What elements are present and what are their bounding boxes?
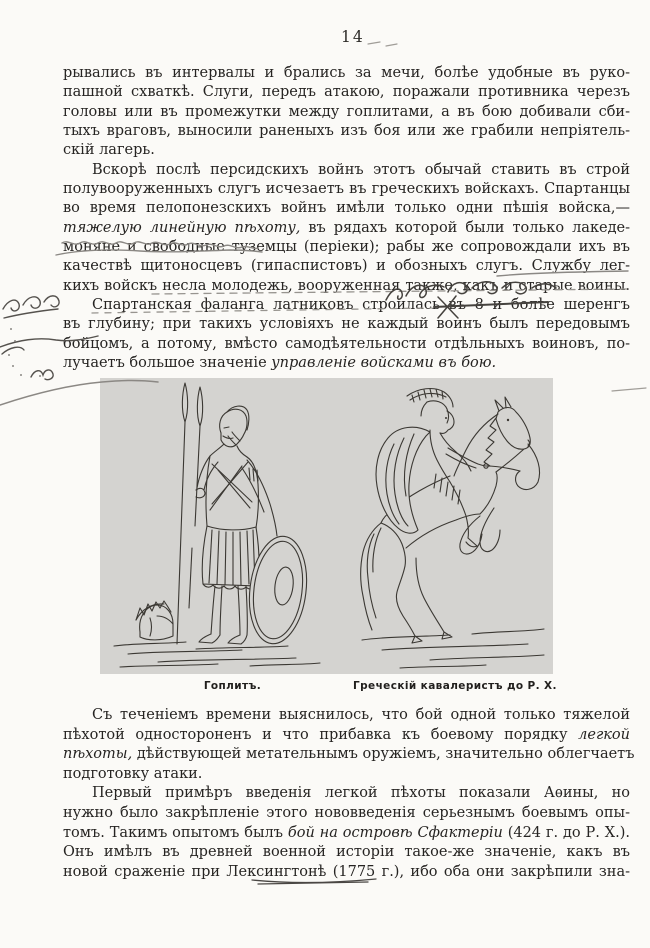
text-line	[63, 784, 630, 804]
paragraph	[63, 296, 630, 373]
paragraph	[63, 161, 630, 296]
text-segment: въ глубину; при такихъ условіяхъ не каждый воинъ былъ передовымъ	[63, 316, 630, 333]
text-line	[63, 843, 630, 863]
text-line	[63, 335, 630, 354]
text-segment: пашной схваткѣ. Слуги, передъ атакою, поражали противника черезъ	[63, 84, 630, 101]
figure-background	[100, 378, 553, 674]
text-segment: дѣйствующей метательнымъ оружіемъ, значительно облегчаетъ	[132, 746, 635, 763]
text-segment-underlined: Лексингтонѣ	[226, 863, 327, 880]
text-line	[63, 765, 630, 785]
paragraph	[63, 784, 630, 882]
text-line	[63, 296, 630, 315]
text-line	[63, 161, 630, 180]
text-segment: нужно было закрѣпленіе этого нововведенія серьезнымъ боевымъ опы-	[63, 804, 630, 821]
text-segment: Вскорѣ послѣ персидскихъ войнъ этотъ обычай ставить въ строй	[92, 161, 630, 178]
text-segment: лучаетъ большое значеніе	[63, 355, 272, 372]
text-line	[63, 354, 630, 373]
text-line	[63, 141, 630, 160]
text-line	[63, 706, 630, 726]
text-segment: моняне и свободные туземцы (періеки); рабы же сопровождали ихъ въ	[63, 239, 630, 256]
paragraph	[63, 706, 635, 784]
text-segment: пѣхотой одностороненъ и что прибавка къ боевому порядку	[63, 726, 579, 743]
text-column-lower	[63, 706, 635, 882]
text-segment: головы или въ промежутки между гоплитами, а въ бою добивали сби-	[63, 103, 630, 120]
text-line	[63, 315, 630, 334]
text-segment-italic: легкой	[578, 726, 630, 743]
paragraph	[63, 64, 630, 161]
text-segment: шеренгъ	[554, 297, 631, 314]
figure-panel	[100, 378, 553, 674]
text-line	[63, 824, 630, 844]
caption-cavalryman: Греческій кавалеристъ до Р. Х.	[353, 680, 557, 692]
text-segment-italic: управленіе войсками въ бою.	[271, 355, 497, 372]
text-segment: во время пелопонезскихъ войнъ имѣли только одни пѣшія войска,—	[63, 200, 630, 217]
text-line	[63, 64, 630, 83]
text-segment-italic: бой на островѣ Сфактеріи	[287, 824, 503, 841]
text-segment: (1775 г.), ибо оба они закрѣпили зна-	[326, 863, 630, 880]
text-line	[63, 83, 630, 102]
text-segment: рывались въ интервалы и брались за мечи, болѣе удобные въ руко-	[63, 65, 630, 81]
text-line	[63, 122, 630, 141]
text-segment: тыхъ враговъ, выносили раненыхъ изъ боя или же грабили непріятель-	[63, 123, 630, 140]
text-line	[63, 180, 630, 199]
text-line	[63, 238, 630, 257]
text-line	[63, 277, 630, 296]
text-line	[63, 726, 630, 746]
text-segment-italic: тяжелую линейную пѣхоту,	[63, 219, 301, 236]
text-segment: кихъ войскъ несла молодежь, вооруженная также, какъ и старые воины.	[63, 277, 630, 294]
text-line	[63, 219, 630, 238]
text-line	[63, 257, 630, 276]
text-segment: Съ теченіемъ времени выяснилось, что бой одной только тяжелой	[92, 707, 630, 723]
text-column-upper	[63, 64, 630, 374]
text-line	[63, 199, 630, 218]
text-line	[63, 863, 630, 883]
text-segment: (424 г. до Р. Х.).	[502, 824, 630, 841]
text-segment-struck: 8 и болѣе	[474, 297, 555, 314]
text-segment: Первый примѣръ введенія легкой пѣхоты показали Аѳины, но	[92, 785, 630, 802]
text-segment: Спартанская фаланга латниковъ строилась въ	[92, 297, 475, 314]
text-line	[63, 804, 630, 824]
text-line	[63, 103, 630, 122]
text-segment: новой сраженіе при	[63, 863, 227, 880]
caption-hoplite: Гоплитъ.	[203, 680, 262, 692]
page-number: 14	[341, 28, 365, 46]
text-segment: качествѣ щитоносцевъ (гипаспистовъ) и обозныхъ слугъ. Службу лег-	[63, 258, 630, 275]
text-segment: бойцомъ, а потому, вмѣсто самодѣятельности отдѣльныхъ воиновъ, по-	[63, 335, 630, 352]
margin-pencil-dots	[8, 328, 41, 377]
text-segment: полувооруженныхъ слугъ исчезаетъ въ греческихъ войскахъ. Спартанцы	[63, 181, 630, 198]
text-segment-italic: пѣхоты,	[63, 746, 133, 763]
text-segment: подготовку атаки.	[63, 765, 203, 782]
text-segment: томъ. Такимъ опытомъ былъ	[63, 824, 288, 841]
text-segment: въ рядахъ которой были только лакеде-	[300, 219, 630, 236]
text-segment: Онъ имѣлъ въ древней военной исторіи такое-же значеніе, какъ въ	[63, 844, 630, 861]
text-line	[63, 745, 635, 765]
text-segment: скій лагерь.	[63, 142, 155, 159]
